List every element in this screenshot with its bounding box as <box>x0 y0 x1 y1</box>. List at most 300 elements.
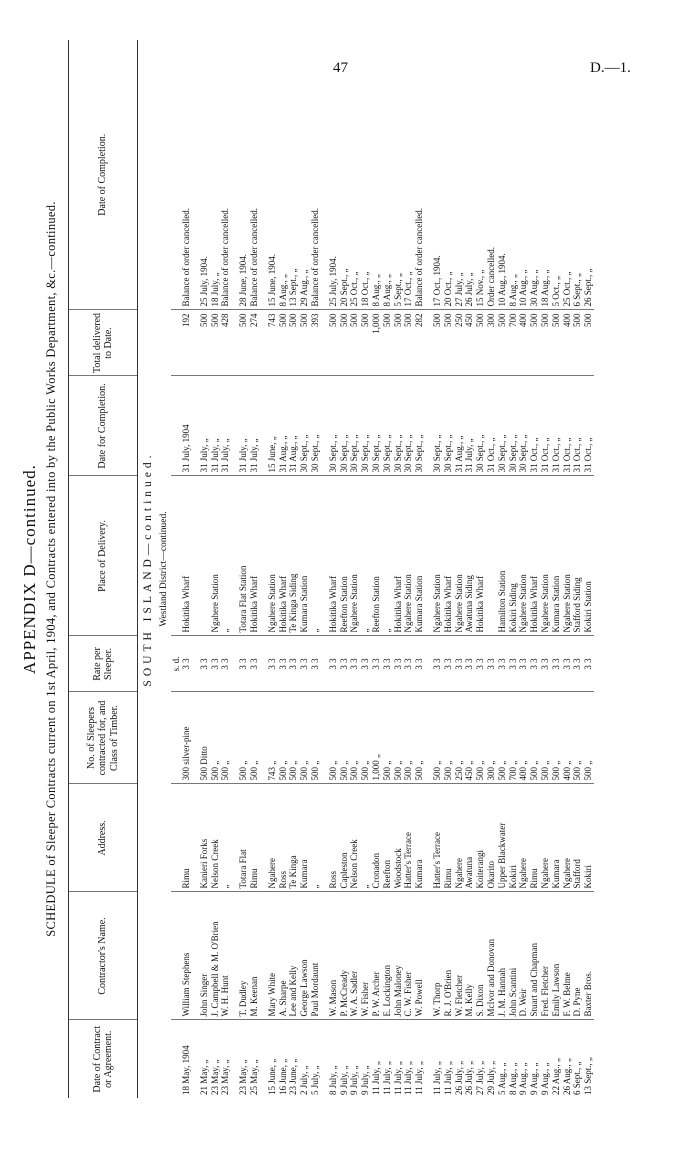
place-of-delivery-cell <box>199 476 210 636</box>
table-row <box>278 40 289 1098</box>
date-for-completion-cell: 30 Sept., „ <box>382 376 393 476</box>
spacer-row <box>231 40 238 1098</box>
sleepers-contracted-cell: 500 „ <box>210 692 221 784</box>
address-cell: Ross <box>278 784 289 892</box>
contractor-name-cell: John Maloney <box>393 892 404 1020</box>
date-of-completion-cell <box>321 40 328 310</box>
date-for-completion-cell: 30 Sept., „ <box>393 376 404 476</box>
rate-per-sleeper-cell: 3 3 <box>371 636 382 692</box>
rate-per-sleeper-cell: 3 3 <box>475 636 486 692</box>
sleepers-contracted-cell: 500 „ <box>529 692 540 784</box>
table-row <box>540 40 551 1098</box>
address-cell: Nelson Creek <box>210 784 221 892</box>
contractor-name-cell: John Singer <box>199 892 210 1020</box>
contractor-name-cell: P. McCready <box>339 892 350 1020</box>
contract-date-cell: 13 Sept., „ <box>583 1057 594 1095</box>
contract-date-cell: 8 Aug., „ <box>507 1062 518 1095</box>
total-delivered-cell: 500 <box>551 310 562 376</box>
total-delivered-cell: 274 <box>249 310 260 376</box>
contractor-name-cell: McIvor and Donovan <box>486 892 497 1020</box>
sleepers-contracted-cell: 500 „ <box>403 692 414 784</box>
sleepers-contracted-cell: 500 „ <box>414 692 425 784</box>
place-of-delivery-cell <box>425 476 432 636</box>
table-row <box>551 40 562 1098</box>
contract-date-cell: 2 July, „ <box>299 1065 310 1095</box>
contract-date-cell: 18 May, 1904 <box>181 1045 191 1095</box>
date-of-completion-cell: 15 June, 1904. <box>267 40 278 310</box>
address-cell: Kumara <box>414 784 425 892</box>
place-of-delivery-cell: Kumara Station <box>414 476 425 636</box>
place-of-delivery-cell <box>231 476 238 636</box>
rate-per-sleeper-cell: 3 3 <box>403 636 414 692</box>
contractor-name-cell <box>260 892 267 1020</box>
place-of-delivery-cell: Ngahere Station <box>432 476 443 636</box>
rate-per-sleeper-cell: 3 3 <box>551 636 562 692</box>
sleepers-contracted-cell: 400 „ <box>518 692 529 784</box>
table-row <box>328 40 339 1098</box>
total-delivered-cell: 500 <box>349 310 360 376</box>
address-cell: Kumara <box>551 784 562 892</box>
rate-per-sleeper-cell: 3 3 <box>249 636 260 692</box>
sleepers-contracted-cell: 500 „ <box>278 692 289 784</box>
date-of-completion-cell: Balance of order cancelled. <box>181 40 192 310</box>
contractor-name-cell <box>321 892 328 1020</box>
sleepers-contracted-cell <box>425 692 432 784</box>
rate-per-sleeper-cell: 3 3 <box>486 636 497 692</box>
date-of-completion-cell: Balance of order cancelled. <box>249 40 260 310</box>
date-for-completion-cell: 30 Sept., „ <box>360 376 371 476</box>
sleepers-contracted-cell: 500 „ <box>551 692 562 784</box>
total-delivered-cell: 500 <box>583 310 594 376</box>
date-for-completion-cell: 30 Sept., „ <box>328 376 339 476</box>
date-of-completion-cell: 13 Sept., „ <box>288 40 299 310</box>
address-cell: Upper Blackwater <box>497 784 508 892</box>
table-row <box>475 40 486 1098</box>
contract-date-cell: 11 July, „ <box>442 1061 453 1095</box>
rate-per-sleeper-cell: 3 3 <box>278 636 289 692</box>
total-delivered-cell: 500 <box>540 310 551 376</box>
contractor-name-cell: S. Dixon <box>475 892 486 1020</box>
spacer-row <box>321 40 328 1098</box>
contractor-name-cell: George Lawson <box>299 892 310 1020</box>
contractor-name-cell: T. Dudley <box>238 892 249 1020</box>
date-of-completion-cell: 20 Oct., „ <box>443 40 454 310</box>
rate-per-sleeper-cell: 3 3 <box>529 636 540 692</box>
contractor-name-cell: W. Mason <box>328 892 339 1020</box>
contractor-name-cell: J. Campbell & M. O'Brien <box>210 892 221 1020</box>
date-for-completion-cell: 30 Sept., „ <box>299 376 310 476</box>
date-of-completion-cell <box>260 40 267 310</box>
date-for-completion-cell: 31 Oct., „ <box>540 376 551 476</box>
date-for-completion-cell: 15 June, „ <box>267 376 278 476</box>
sleepers-contracted-cell: 500 „ <box>299 692 310 784</box>
column-header: Address. <box>69 784 138 892</box>
contractor-name-cell: Baxter Bros. <box>583 892 594 1020</box>
address-cell: Ngahere <box>454 784 465 892</box>
column-header: Contractor's Name. <box>69 892 138 1020</box>
contractor-name-cell: W. Fletcher <box>454 892 465 1020</box>
section-heading-row <box>138 40 159 1098</box>
sleepers-contracted-cell: 500 „ <box>310 692 321 784</box>
contract-date-cell: 9 July, „ <box>360 1065 371 1095</box>
rate-per-sleeper-cell: 3 3 <box>310 636 321 692</box>
place-of-delivery-cell: Reefton Station <box>371 476 382 636</box>
contract-date-cell: 15 June, „ <box>266 1058 277 1095</box>
rate-per-sleeper-cell: 3 3 <box>393 636 404 692</box>
table-row <box>181 40 192 1098</box>
table-row <box>486 40 497 1098</box>
column-header: Date for Completion. <box>69 376 138 476</box>
sleepers-contracted-cell: 700 „ <box>508 692 519 784</box>
sleepers-contracted-cell: 500 „ <box>220 692 231 784</box>
table-row <box>454 40 465 1098</box>
page-number: 47 <box>333 60 348 76</box>
address-cell: Reefton <box>382 784 393 892</box>
rate-per-sleeper-cell <box>192 636 199 692</box>
rotated-page-content <box>20 40 660 1098</box>
address-cell: Cronadon <box>371 784 382 892</box>
contract-date-cell: 27 July, „ <box>475 1060 486 1095</box>
rate-per-sleeper-cell: 3 3 <box>339 636 350 692</box>
date-of-completion-cell: 18 Aug., „ <box>540 40 551 310</box>
sleepers-contracted-cell: 500 „ <box>432 692 443 784</box>
rate-per-sleeper-cell: 3 3 <box>464 636 475 692</box>
rate-per-sleeper-cell <box>231 636 238 692</box>
total-delivered-cell: 500 <box>360 310 371 376</box>
address-cell <box>231 784 238 892</box>
table-row <box>393 40 404 1098</box>
table-row <box>583 40 594 1098</box>
total-delivered-cell <box>231 310 238 376</box>
date-for-completion-cell: 30 Sept., „ <box>497 376 508 476</box>
district-heading-row <box>158 40 171 1098</box>
column-header: No. of Sleepers contracted for, and Class of Timber. <box>69 692 138 784</box>
column-header: Total delivered to Date. <box>69 310 138 376</box>
contract-date-cell: 23 May, „ <box>220 1059 231 1095</box>
total-delivered-cell: 500 <box>529 310 540 376</box>
date-of-completion-cell: 15 Nov., „ <box>475 40 486 310</box>
contractor-name-cell <box>192 892 199 1020</box>
date-for-completion-cell: 31 July, „ <box>220 376 231 476</box>
date-for-completion-cell: 30 Sept., „ <box>403 376 414 476</box>
sleepers-contracted-cell: 400 „ <box>562 692 573 784</box>
date-for-completion-cell: 30 Sept., „ <box>371 376 382 476</box>
total-delivered-cell: 282 <box>414 310 425 376</box>
address-cell: Awatuna <box>464 784 475 892</box>
total-delivered-cell: 1,000 <box>371 310 382 376</box>
contract-date-cell <box>425 1020 432 1098</box>
table-row <box>529 40 540 1098</box>
table-row <box>299 40 310 1098</box>
date-of-completion-cell: 26 July, „ <box>464 40 475 310</box>
contract-date-cell: 9 July, „ <box>338 1065 349 1095</box>
place-of-delivery-cell <box>192 476 199 636</box>
contractor-name-cell: F. W. Belme <box>562 892 573 1020</box>
date-for-completion-cell: 31 Oct., „ <box>562 376 573 476</box>
contractor-name-cell: E. Lockington <box>382 892 393 1020</box>
place-of-delivery-cell: Hokitika Wharf <box>249 476 260 636</box>
place-of-delivery-cell <box>260 476 267 636</box>
date-of-completion-cell: 25 July, 1904. <box>199 40 210 310</box>
date-for-completion-cell: 31 Oct., „ <box>551 376 562 476</box>
header-row <box>69 40 138 1098</box>
rate-per-sleeper-cell: 3 3 <box>540 636 551 692</box>
rate-per-sleeper-cell: 3 3 <box>299 636 310 692</box>
sleepers-contracted-cell: 500 „ <box>349 692 360 784</box>
rate-per-sleeper-cell: 3 3 <box>497 636 508 692</box>
date-for-completion-cell: 30 Sept., „ <box>432 376 443 476</box>
table-row <box>562 40 573 1098</box>
contractor-name-cell: D. Pyne <box>572 892 583 1020</box>
address-cell: Rimu <box>249 784 260 892</box>
address-cell: Kumara <box>299 784 310 892</box>
contractor-name-cell: Paul Mordaunt <box>310 892 321 1020</box>
date-of-completion-cell: 30 Aug., „ <box>529 40 540 310</box>
units-row <box>171 40 181 1098</box>
address-cell: Rimu <box>443 784 454 892</box>
contractor-name-cell: M. Keenan <box>249 892 260 1020</box>
rate-per-sleeper-cell: 3 3 <box>382 636 393 692</box>
contract-date-cell: 23 May, „ <box>209 1059 220 1095</box>
date-for-completion-cell: 30 Sept., „ <box>339 376 350 476</box>
table-row <box>518 40 529 1098</box>
column-header: Place of Delivery. <box>69 476 138 636</box>
place-of-delivery-cell: Ngahere Station <box>267 476 278 636</box>
rate-per-sleeper-cell: 3 3 <box>267 636 278 692</box>
address-cell: Hatter's Terrace <box>403 784 414 892</box>
sleepers-contracted-cell: 500 „ <box>249 692 260 784</box>
date-of-completion-cell: 18 Oct., „ <box>360 40 371 310</box>
rate-per-sleeper-cell: 3 3 <box>288 636 299 692</box>
date-of-completion-cell: 5 Oct., „ <box>551 40 562 310</box>
date-of-completion-cell: Balance of order cancelled. <box>310 40 321 310</box>
spacer-row <box>192 40 199 1098</box>
sleepers-contracted-cell: 500 „ <box>583 692 594 784</box>
total-delivered-cell: 400 <box>518 310 529 376</box>
sleepers-contracted-cell: 500 „ <box>393 692 404 784</box>
table-row <box>432 40 443 1098</box>
place-of-delivery-cell: Kumara Station <box>299 476 310 636</box>
total-delivered-cell: 500 <box>299 310 310 376</box>
address-cell: „ <box>360 784 371 892</box>
total-delivered-cell <box>192 310 199 376</box>
address-cell: „ <box>220 784 231 892</box>
date-of-completion-cell: Balance of order cancelled. <box>414 40 425 310</box>
contractor-name-cell: John Scantini <box>508 892 519 1020</box>
rate-per-sleeper-cell: 3 3 <box>328 636 339 692</box>
place-of-delivery-cell: Hamilton Station <box>497 476 508 636</box>
address-cell: Rimu <box>529 784 540 892</box>
contract-date-cell: 9 Aug., „ <box>518 1062 529 1095</box>
sleepers-contracted-cell: 500 „ <box>238 692 249 784</box>
rate-per-sleeper-cell: 3 3 <box>562 636 573 692</box>
rate-units: s. d. <box>171 636 181 692</box>
contractor-name-cell: W. Fisher <box>360 892 371 1020</box>
contract-date-cell: 26 July, „ <box>453 1060 464 1095</box>
place-of-delivery-cell: „ <box>382 476 393 636</box>
date-of-completion-cell: Order cancelled. <box>486 40 497 310</box>
contract-date-cell: 6 Sept., „ <box>572 1061 583 1095</box>
place-of-delivery-cell: Ngahere Station <box>518 476 529 636</box>
sleepers-contracted-cell <box>231 692 238 784</box>
contractor-name-cell: Emily Lawson <box>551 892 562 1020</box>
date-for-completion-cell: 30 Sept., „ <box>414 376 425 476</box>
sleepers-contracted-cell: 500 „ <box>339 692 350 784</box>
total-delivered-cell <box>321 310 328 376</box>
column-header: Date of Completion. <box>69 40 138 310</box>
table-row <box>210 40 221 1098</box>
place-of-delivery-cell: Hokitika Wharf <box>328 476 339 636</box>
place-of-delivery-cell: Kumara Station <box>551 476 562 636</box>
place-of-delivery-cell: „ <box>310 476 321 636</box>
rate-per-sleeper-cell <box>321 636 328 692</box>
date-of-completion-cell: 29 Aug., „ <box>299 40 310 310</box>
date-of-completion-cell: 20 Sept., „ <box>339 40 350 310</box>
place-of-delivery-cell: „ <box>360 476 371 636</box>
table-row <box>349 40 360 1098</box>
address-cell: Kokiri <box>583 784 594 892</box>
column-header: Date of Contract or Agreement. <box>69 1020 138 1098</box>
rate-per-sleeper-cell: 3 3 <box>349 636 360 692</box>
contract-date-cell <box>192 1020 199 1098</box>
total-delivered-cell: 450 <box>464 310 475 376</box>
date-for-completion-cell <box>231 376 238 476</box>
sleepers-contracted-cell <box>321 692 328 784</box>
place-of-delivery-cell: Hokitika Wharf <box>475 476 486 636</box>
place-of-delivery-cell: Ngahere Station <box>349 476 360 636</box>
date-of-completion-cell <box>231 40 238 310</box>
contractor-name-cell: William Stephens <box>181 892 192 1020</box>
sleepers-contracted-cell: 500 „ <box>360 692 371 784</box>
rate-per-sleeper-cell: 3 3 <box>220 636 231 692</box>
rate-per-sleeper-cell: 3 3 <box>238 636 249 692</box>
date-of-completion-cell: 17 Oct., 1904. <box>432 40 443 310</box>
contract-date-cell: 9 Aug., „ <box>539 1062 550 1095</box>
contractor-name-cell: W. A. Sadler <box>349 892 360 1020</box>
table-row <box>238 40 249 1098</box>
contract-date-cell: 9 July, „ <box>349 1065 360 1095</box>
place-of-delivery-cell: Ngahere Station <box>403 476 414 636</box>
date-of-completion-cell: 25 July, 1904. <box>328 40 339 310</box>
rate-per-sleeper-cell <box>425 636 432 692</box>
date-for-completion-cell <box>425 376 432 476</box>
table-row <box>572 40 583 1098</box>
contract-date-cell <box>231 1020 238 1098</box>
contract-date-cell: 8 July, „ <box>327 1065 338 1095</box>
sleepers-contracted-cell: 300 „ <box>486 692 497 784</box>
sleepers-contracted-cell: 250 „ <box>454 692 465 784</box>
contractor-name-cell: P. W. Archer <box>371 892 382 1020</box>
address-cell: Totara Flat <box>238 784 249 892</box>
date-of-completion-cell: 18 July, „ <box>210 40 221 310</box>
address-cell: Okarito <box>486 784 497 892</box>
total-delivered-cell: 300 <box>486 310 497 376</box>
contractor-name-cell <box>425 892 432 1020</box>
date-of-completion-cell <box>425 40 432 310</box>
table-row <box>464 40 475 1098</box>
place-of-delivery-cell: Te Kinga Siding <box>288 476 299 636</box>
address-cell: Kanieri Forks <box>199 784 210 892</box>
date-for-completion-cell: 31 Aug., „ <box>454 376 465 476</box>
rate-per-sleeper-cell: 3 3 <box>414 636 425 692</box>
rate-per-sleeper-cell: 3 3 <box>199 636 210 692</box>
contract-date-cell: 29 July, „ <box>485 1060 496 1095</box>
rate-per-sleeper-cell: 3 3 <box>454 636 465 692</box>
date-of-completion-cell <box>192 40 199 310</box>
address-cell: Ngahere <box>518 784 529 892</box>
total-delivered-cell: 500 <box>288 310 299 376</box>
place-of-delivery-cell: Ngahere Station <box>540 476 551 636</box>
contractor-name-cell: W. Powell <box>414 892 425 1020</box>
address-cell: Rimu <box>181 784 192 892</box>
place-of-delivery-cell: Ngahere Station <box>454 476 465 636</box>
sleepers-contracted-cell: 500 „ <box>540 692 551 784</box>
contract-date-cell: 9 Aug., „ <box>529 1062 540 1095</box>
total-delivered-cell: 250 <box>454 310 465 376</box>
sleepers-contracted-cell: 500 „ <box>572 692 583 784</box>
address-cell: Ngahere <box>540 784 551 892</box>
total-delivered-cell: 500 <box>393 310 404 376</box>
sleepers-contracted-cell: 500 „ <box>382 692 393 784</box>
date-for-completion-cell: 30 Sept., „ <box>310 376 321 476</box>
contract-date-cell <box>260 1020 267 1098</box>
contract-date-cell: 16 June, „ <box>277 1058 288 1095</box>
schedule-title: SCHEDULE of Sleeper Contracts current on 1st April, 1904, and Contracts entered into by the Public Works Department, &c.—continued. <box>44 201 58 937</box>
date-for-completion-cell: 31 July, „ <box>249 376 260 476</box>
rate-per-sleeper-cell: 3 3 <box>572 636 583 692</box>
sleepers-contracted-cell <box>192 692 199 784</box>
sleepers-contracted-cell: 500 „ <box>328 692 339 784</box>
address-cell: Ngahere <box>562 784 573 892</box>
place-of-delivery-cell: „ <box>220 476 231 636</box>
date-for-completion-cell: 31 Oct., „ <box>486 376 497 476</box>
table-row <box>382 40 393 1098</box>
date-for-completion-cell <box>321 376 328 476</box>
table-row <box>288 40 299 1098</box>
date-of-completion-cell: 26 Sept., „ <box>583 40 594 310</box>
total-delivered-cell: 400 <box>562 310 573 376</box>
address-cell <box>192 784 199 892</box>
sleepers-contracted-cell: 1,000 „ <box>371 692 382 784</box>
place-of-delivery-cell: Hokitika Wharf <box>181 476 192 636</box>
contract-date-cell: 21 May, „ <box>198 1059 209 1095</box>
sleepers-contracted-cell: 500 „ <box>475 692 486 784</box>
place-of-delivery-cell <box>486 476 497 636</box>
date-for-completion-cell: 31 Aug., „ <box>288 376 299 476</box>
date-of-completion-cell: Balance of order cancelled. <box>220 40 231 310</box>
place-of-delivery-cell: Reefton Station <box>339 476 350 636</box>
date-for-completion-cell <box>260 376 267 476</box>
place-of-delivery-cell: Ngahere Station <box>562 476 573 636</box>
contractor-name-cell: D. Weir <box>518 892 529 1020</box>
table-row <box>220 40 231 1098</box>
table-row <box>310 40 321 1098</box>
total-delivered-cell: 500 <box>199 310 210 376</box>
contractor-name-cell: A. Sharpe <box>278 892 289 1020</box>
total-delivered-cell: 500 <box>443 310 454 376</box>
date-for-completion-cell: 31 Oct., „ <box>583 376 594 476</box>
date-of-completion-cell: 10 Aug., „ <box>518 40 529 310</box>
total-delivered-cell: 500 <box>475 310 486 376</box>
appendix-title: APPENDIX D—continued. <box>20 464 39 674</box>
contract-date-cell: 5 July, „ <box>309 1065 320 1095</box>
rate-per-sleeper-cell: 3 3 <box>432 636 443 692</box>
district-heading: Westland District—continued. <box>159 511 169 627</box>
place-of-delivery-cell <box>321 476 328 636</box>
date-for-completion-cell: 30 Sept., „ <box>475 376 486 476</box>
contractor-name-cell: Fred. Fletcher <box>540 892 551 1020</box>
rate-per-sleeper-cell: 3 3 <box>181 636 192 692</box>
